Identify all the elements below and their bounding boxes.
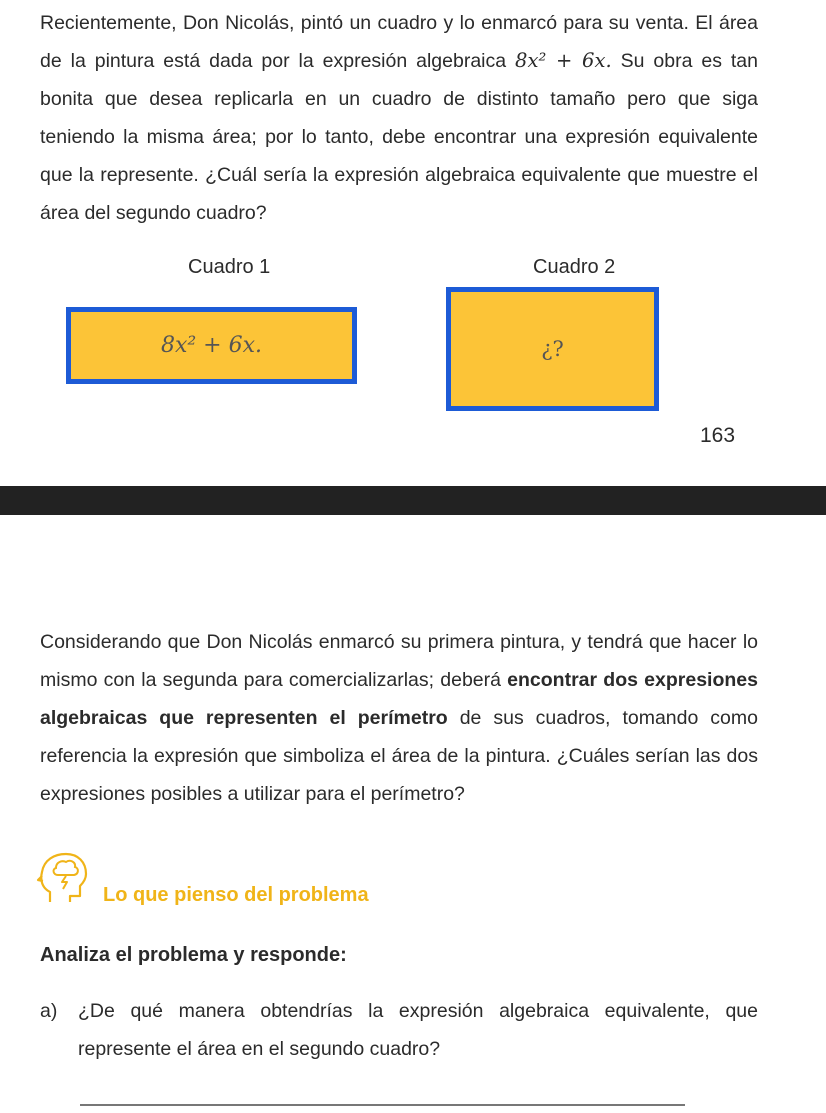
problem-paragraph <box>40 4 758 232</box>
perimeter-paragraph <box>40 623 758 813</box>
perimeter-text-part1: Considerando que Don Nicolás enmarcó su primera pintura, y tendrá que hacer lo mismo con la segunda para comercializarlas; deberá <box>40 631 758 691</box>
cuadro1-rectangle <box>66 307 357 384</box>
area-expression: 8x² + 6x. <box>515 49 612 72</box>
thinking-head-icon <box>36 848 90 906</box>
answer-line[interactable] <box>80 1104 685 1106</box>
cuadro2-rectangle <box>446 287 659 411</box>
perimeter-text-part2: de sus cuadros, tomando como referencia la expresión que simboliza el área de la pintura. ¿Cuáles serían las dos expresiones posibles a utilizar para el perímetro? <box>40 707 758 805</box>
problem-text-before: Recientemente, Don Nicolás, pintó un cuadro y lo enmarcó para su venta. El área de la pintura está dada por la expresión algebraica <box>40 12 758 72</box>
question-text: ¿De qué manera obtendrías la expresión algebraica equivalente, que represente el área en el segundo cuadro? <box>78 1000 758 1060</box>
page-separator <box>0 486 826 515</box>
page-number: 163 <box>700 424 736 447</box>
cuadro2-question: ¿? <box>541 337 564 361</box>
cuadro2-caption: Cuadro 2 <box>533 256 616 278</box>
think-section-label: Lo que pienso del problema <box>103 884 369 906</box>
cuadro1-expression: 8x² + 6x. <box>160 333 263 358</box>
analysis-heading: Analiza el problema y responde: <box>40 944 347 966</box>
question-item-a <box>40 992 758 1068</box>
question-letter: a) <box>40 1000 58 1022</box>
perimeter-text-bold: encontrar dos expresiones algebraicas que representen el perímetro <box>40 669 758 729</box>
problem-text-after: Su obra es tan bonita que desea replicarla en un cuadro de distinto tamaño pero que siga teniendo la misma área; por lo tanto, debe encontrar una expresión equivalente que la represente. ¿Cuál sería la expresión algebraica equivalente que muestre el área del segundo cuadro? <box>40 50 758 224</box>
cuadro1-caption: Cuadro 1 <box>188 256 271 278</box>
